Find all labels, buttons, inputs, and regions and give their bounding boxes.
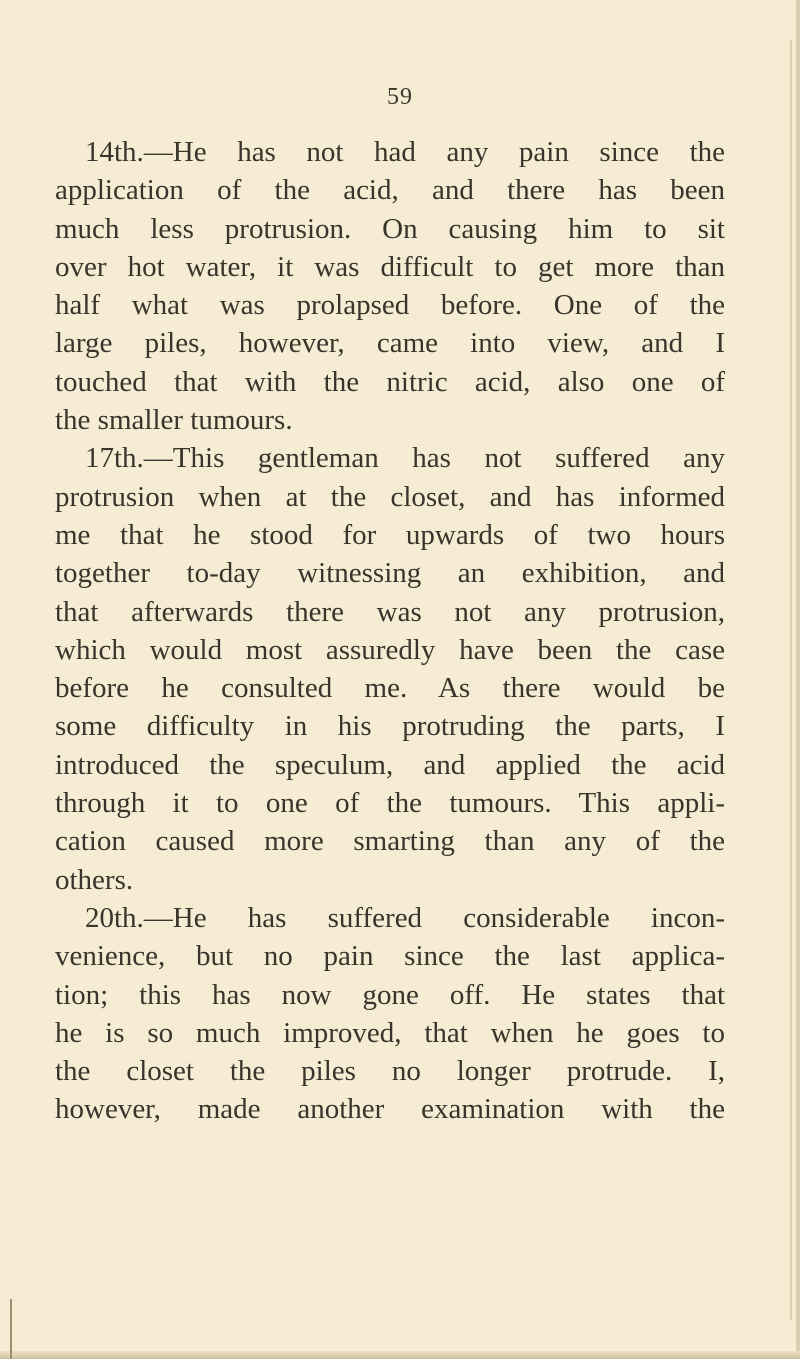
- body-text: [55, 133, 725, 1129]
- page-edge-mark: [10, 1299, 12, 1359]
- text-line: 20th.—He has suffered considerable incon-: [85, 901, 725, 934]
- text-line: tion; this has now gone off. He states that: [55, 978, 725, 1011]
- text-line: however, made another examination with the: [55, 1093, 725, 1126]
- text-line: together to-day witnessing an exhibition, and: [55, 557, 725, 590]
- text-line: which would most assuredly have been the case: [55, 633, 725, 666]
- text-line: 17th.—This gentleman has not suffered any: [85, 442, 725, 475]
- text-line: some difficulty in his protruding the parts, I: [55, 710, 725, 743]
- text-line: cation caused more smarting than any of the: [55, 825, 725, 858]
- text-line: over hot water, it was difficult to get more than: [55, 250, 725, 283]
- text-line: through it to one of the tumours. This appli-: [55, 787, 725, 820]
- text-line: me that he stood for upwards of two hours: [55, 518, 725, 551]
- text-line: touched that with the nitric acid, also one of: [55, 365, 725, 398]
- text-line: the smaller tumours.: [55, 404, 293, 437]
- text-line: application of the acid, and there has been: [55, 174, 725, 207]
- text-line: venience, but no pain since the last applica-: [55, 940, 725, 973]
- text-line: that afterwards there was not any protrusion,: [55, 595, 725, 628]
- text-line: the closet the piles no longer protrude. I,: [55, 1055, 725, 1088]
- text-line: introduced the speculum, and applied the acid: [55, 748, 725, 781]
- page-edge-bottom: [0, 1351, 800, 1359]
- text-line: large piles, however, came into view, and I: [55, 327, 725, 360]
- text-line: much less protrusion. On causing him to sit: [55, 212, 725, 245]
- text-line: half what was prolapsed before. One of the: [55, 289, 725, 322]
- text-line: others.: [55, 863, 134, 896]
- text-line: 14th.—He has not had any pain since the: [85, 136, 725, 168]
- page-edge-right: [796, 0, 800, 1359]
- text-line: he is so much improved, that when he goes to: [55, 1016, 725, 1049]
- page-number: 59: [387, 84, 413, 110]
- text-line: before he consulted me. As there would be: [55, 672, 725, 705]
- text-line: protrusion when at the closet, and has informed: [55, 480, 725, 513]
